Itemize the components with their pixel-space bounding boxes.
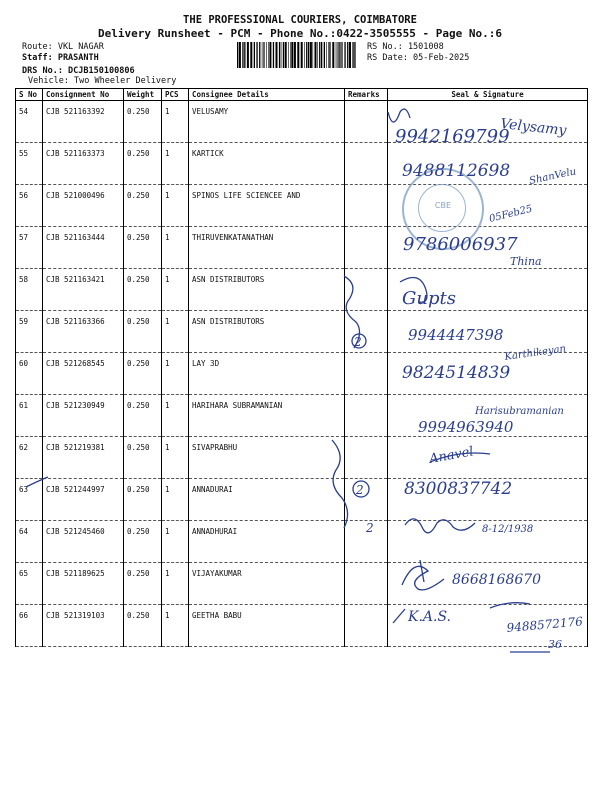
cell-consignee: KARTICK	[189, 143, 345, 185]
barcode-bar	[239, 42, 241, 68]
cell-signature	[388, 101, 588, 143]
cell-pcs: 1	[162, 605, 189, 647]
barcode-bar	[297, 42, 299, 68]
cell-pcs: 1	[162, 101, 189, 143]
hw-r55-phone: 9488112698	[402, 161, 511, 181]
table-row	[16, 311, 588, 353]
cell-consignment: CJB 521163392	[43, 101, 124, 143]
rs-number: RS No.: 1501008	[367, 42, 444, 52]
cell-consignment: CJB 521219381	[43, 437, 124, 479]
cell-remarks	[345, 227, 388, 269]
barcode-bar	[242, 42, 243, 68]
cell-sno: 66	[16, 605, 43, 647]
barcode-bar	[256, 42, 257, 68]
cell-pcs: 1	[162, 563, 189, 605]
cell-sno: 59	[16, 311, 43, 353]
cell-signature	[388, 605, 588, 647]
cell-weight: 0.250	[124, 101, 162, 143]
cell-signature	[388, 437, 588, 479]
cell-consignee: ANNADURAI	[189, 479, 345, 521]
cbe-stamp	[402, 168, 484, 250]
table-row	[16, 227, 588, 269]
hw-r65-phone: 8668168670	[452, 572, 542, 588]
hw-r63-phone: 8300837742	[404, 479, 513, 499]
cell-pcs: 1	[162, 479, 189, 521]
col-remarks: Remarks	[345, 89, 388, 101]
cell-signature	[388, 269, 588, 311]
cell-sno: 62	[16, 437, 43, 479]
cell-pcs: 1	[162, 395, 189, 437]
table-row	[16, 479, 588, 521]
cell-weight: 0.250	[124, 311, 162, 353]
hw-total: 36	[548, 638, 562, 651]
col-signature: Seal & Signature	[388, 89, 588, 101]
hw-r57-phone: 9786006937	[403, 234, 518, 255]
barcode-bar	[332, 42, 334, 68]
runsheet-table	[15, 88, 588, 647]
barcode-bar	[262, 42, 263, 68]
barcode-bar	[336, 42, 337, 68]
cell-pcs: 1	[162, 185, 189, 227]
barcode-bar	[337, 42, 338, 68]
cell-sno: 65	[16, 563, 43, 605]
barcode-bar	[304, 42, 305, 68]
cell-pcs: 1	[162, 227, 189, 269]
cell-consignment: CJB 521230949	[43, 395, 124, 437]
barcode-bar	[301, 42, 303, 68]
barcode-bar	[269, 42, 271, 68]
cell-consignee: LAY 3D	[189, 353, 345, 395]
hw-r61-phone: 9994963940	[418, 418, 514, 436]
table-row	[16, 185, 588, 227]
col-consignee: Consignee Details	[189, 89, 345, 101]
col-consignment: Consignment No	[43, 89, 124, 101]
cell-remarks	[345, 269, 388, 311]
barcode-bar	[281, 42, 282, 68]
cell-consignee: THIRUVENKATANATHAN	[189, 227, 345, 269]
hw-r63-remark: 2	[356, 483, 364, 497]
cell-signature	[388, 563, 588, 605]
barcode-bar	[317, 42, 318, 68]
cell-consignee: GEETHA BABU	[189, 605, 345, 647]
cell-consignee: VIJAYAKUMAR	[189, 563, 345, 605]
cell-weight: 0.250	[124, 143, 162, 185]
cell-pcs: 1	[162, 143, 189, 185]
cell-remarks	[345, 563, 388, 605]
barcode-bar	[315, 42, 317, 68]
cell-weight: 0.250	[124, 395, 162, 437]
barcode-bar	[250, 42, 252, 68]
cell-consignment: CJB 521244997	[43, 479, 124, 521]
barcode-bar	[341, 42, 342, 68]
barcode-bar	[326, 42, 327, 68]
barcode-bar	[279, 42, 280, 68]
barcode	[237, 42, 357, 68]
vehicle: Vehicle: Two Wheeler Delivery	[28, 76, 177, 86]
barcode-bar	[264, 42, 265, 68]
table-header-row	[16, 89, 588, 101]
barcode-bar	[310, 42, 312, 68]
hw-r64-note: 8-12/1938	[482, 524, 534, 535]
cell-weight: 0.250	[124, 437, 162, 479]
barcode-bar	[354, 42, 355, 68]
cell-signature	[388, 479, 588, 521]
barcode-bar	[283, 42, 284, 68]
table-row	[16, 521, 588, 563]
cell-consignment: CJB 521000496	[43, 185, 124, 227]
table-row	[16, 269, 588, 311]
cell-consignment: CJB 521189625	[43, 563, 124, 605]
cell-remarks	[345, 311, 388, 353]
hw-r57-name: Thina	[510, 255, 542, 268]
cell-consignee: HARIHARA SUBRAMANIAN	[189, 395, 345, 437]
cell-remarks	[345, 101, 388, 143]
barcode-bar	[254, 42, 255, 68]
barcode-bar	[321, 42, 322, 68]
cell-sno: 58	[16, 269, 43, 311]
cell-weight: 0.250	[124, 479, 162, 521]
cell-remarks	[345, 521, 388, 563]
barcode-bar	[324, 42, 325, 68]
barcode-bar	[273, 42, 274, 68]
stamp-code: CBE	[434, 201, 452, 210]
cell-consignment: CJB 521163366	[43, 311, 124, 353]
table-row	[16, 395, 588, 437]
hw-r56-date: 05Feb25	[488, 203, 534, 225]
cell-consignee: VELUSAMY	[189, 101, 345, 143]
barcode-bar	[319, 42, 320, 68]
cell-sno: 64	[16, 521, 43, 563]
barcode-bar	[268, 42, 269, 68]
route: Route: VKL NAGAR	[22, 42, 104, 52]
hw-r60-name: Karthikeyan	[503, 343, 567, 363]
cell-sno: 63	[16, 479, 43, 521]
cell-signature	[388, 395, 588, 437]
cell-remarks	[345, 143, 388, 185]
cell-remarks	[345, 479, 388, 521]
barcode-bar	[247, 42, 249, 68]
hw-r59-phone: 9944447398	[408, 326, 504, 344]
barcode-bar	[328, 42, 329, 68]
company-title: THE PROFESSIONAL COURIERS, COIMBATORE	[183, 14, 417, 26]
cell-pcs: 1	[162, 269, 189, 311]
cell-sno: 54	[16, 101, 43, 143]
cell-pcs: 1	[162, 353, 189, 395]
cell-consignment: CJB 521319103	[43, 605, 124, 647]
barcode-bar	[352, 42, 353, 68]
runsheet-title: Delivery Runsheet - PCM - Phone No.:0422-3505555 - Page No.:6	[98, 27, 502, 40]
barcode-bar	[285, 42, 287, 68]
barcode-bar	[349, 42, 351, 68]
table-row	[16, 563, 588, 605]
staff: Staff: PRASANTH	[22, 53, 99, 63]
barcode-bar	[344, 42, 345, 68]
hw-r66-sig: K.A.S.	[408, 609, 452, 625]
cell-sno: 56	[16, 185, 43, 227]
barcode-bar	[306, 42, 307, 68]
drs-number: DRS No.: DCJB150100806	[22, 66, 135, 76]
cell-signature	[388, 521, 588, 563]
cell-weight: 0.250	[124, 227, 162, 269]
cell-sno: 55	[16, 143, 43, 185]
cell-sno: 60	[16, 353, 43, 395]
barcode-bar	[244, 42, 245, 68]
col-weight: Weight	[124, 89, 162, 101]
barcode-bar	[347, 42, 348, 68]
cell-pcs: 1	[162, 521, 189, 563]
barcode-bar	[259, 42, 260, 68]
rs-date: RS Date: 05-Feb-2025	[367, 53, 470, 63]
barcode-bar	[313, 42, 314, 68]
cell-remarks	[345, 395, 388, 437]
barcode-bar	[266, 42, 267, 68]
cell-signature	[388, 353, 588, 395]
barcode-bar	[339, 42, 340, 68]
barcode-bar	[338, 42, 339, 68]
hw-r54-phone: 9942169799	[395, 126, 510, 147]
cell-weight: 0.250	[124, 185, 162, 227]
barcode-bar	[308, 42, 309, 68]
barcode-bar	[294, 42, 296, 68]
cell-consignment: CJB 521163444	[43, 227, 124, 269]
cell-pcs: 1	[162, 437, 189, 479]
cell-sno: 57	[16, 227, 43, 269]
cell-sno: 61	[16, 395, 43, 437]
barcode-bar	[288, 42, 289, 68]
cell-remarks	[345, 353, 388, 395]
hw-r54-name: Velysamy	[499, 116, 568, 139]
cell-consignee: ASN DISTRIBUTORS	[189, 269, 345, 311]
cell-consignment: CJB 521245460	[43, 521, 124, 563]
cell-remarks	[345, 605, 388, 647]
cell-weight: 0.250	[124, 269, 162, 311]
barcode-bar	[237, 42, 238, 68]
cell-signature	[388, 311, 588, 353]
barcode-bar	[291, 42, 293, 68]
cell-weight: 0.250	[124, 605, 162, 647]
cell-consignee: ASN DISTRIBUTORS	[189, 311, 345, 353]
barcode-bar	[276, 42, 278, 68]
cell-pcs: 1	[162, 311, 189, 353]
cell-consignment: CJB 521268545	[43, 353, 124, 395]
table-row	[16, 605, 588, 647]
table-row	[16, 101, 588, 143]
hw-r64-remark: 2	[366, 521, 374, 535]
hw-r58-sig: Gupts	[402, 288, 456, 309]
cell-remarks	[345, 437, 388, 479]
table-row	[16, 437, 588, 479]
cell-consignee: SIVAPRABHU	[189, 437, 345, 479]
cell-weight: 0.250	[124, 353, 162, 395]
barcode-bar	[290, 42, 291, 68]
cell-consignment: CJB 521163373	[43, 143, 124, 185]
table-row	[16, 353, 588, 395]
hw-r66-phone: 9488572176	[506, 614, 584, 635]
barcode-bar	[263, 42, 264, 68]
hw-r61-name: Harisubramanian	[475, 406, 564, 417]
cell-remarks	[345, 185, 388, 227]
hw-r60-phone: 9824514839	[402, 363, 511, 383]
hw-r55-name: ShanVelu	[528, 166, 578, 187]
cell-consignment: CJB 521163421	[43, 269, 124, 311]
hw-r62-sig: Anavel	[428, 444, 475, 467]
cell-consignee: ANNADHURAI	[189, 521, 345, 563]
cell-weight: 0.250	[124, 521, 162, 563]
barcode-bar	[342, 42, 343, 68]
col-pcs: PCS	[162, 89, 189, 101]
hw-r59-remark: 2	[354, 335, 362, 349]
cell-consignee: SPINOS LIFE SCIENCEE AND	[189, 185, 345, 227]
barcode-bar	[330, 42, 331, 68]
cell-weight: 0.250	[124, 563, 162, 605]
table-row	[16, 143, 588, 185]
col-sno: S No	[16, 89, 43, 101]
